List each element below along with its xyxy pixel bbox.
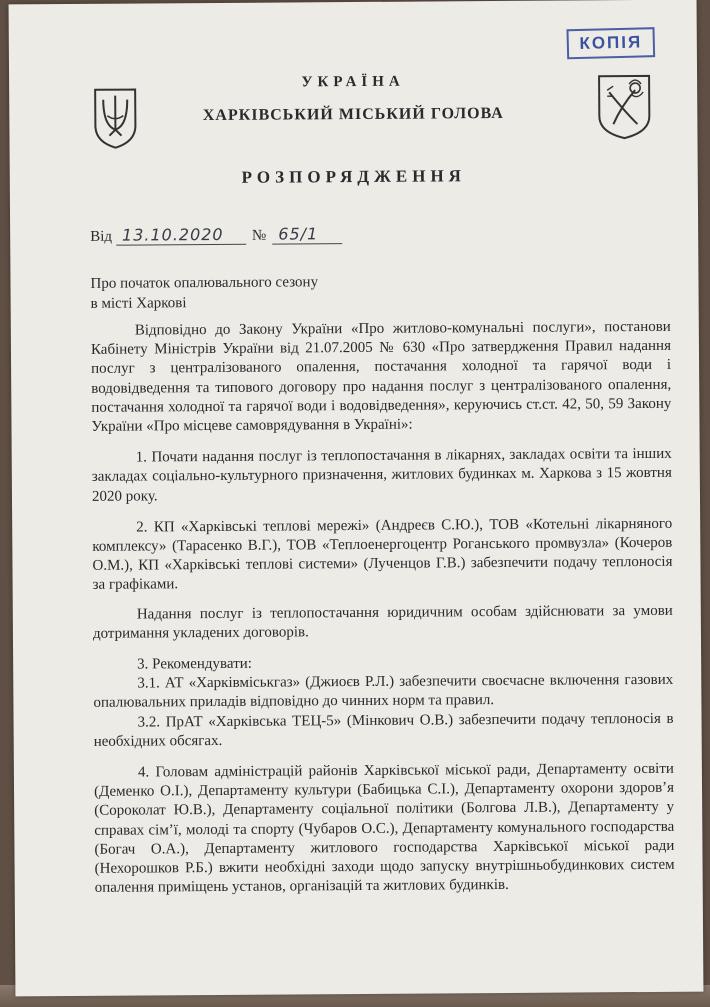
document-type-heading: РОЗПОРЯДЖЕННЯ: [241, 166, 466, 187]
copy-stamp: КОПІЯ: [566, 27, 655, 59]
subject-line: Про початок опалювального сезону: [90, 274, 319, 292]
document-subject: [90, 272, 318, 314]
clause-3-2: 3.2. ПрАТ «Харківська ТЕЦ-5» (Мінкович О.В.) забезпечити подачу теплоносія в необхідних обсягах.: [93, 710, 674, 750]
date-number-line: [90, 224, 342, 246]
document-page: [9, 0, 704, 996]
clause-3: 3. Рекомендувати:: [137, 655, 252, 673]
clause-1: 1. Почати надання послуг із теплопостачання в лікарнях, закладах освіти та інших закладах соціально-культурного призначення, житлових будинках м. Харкова з 15 жовтня 2020 року.: [91, 446, 672, 505]
country-heading: УКРАЇНА: [301, 73, 405, 91]
date-prefix: Від: [90, 228, 113, 245]
clause-4: 4. Головам адміністрацій районів Харківської міської ради, Департаменту освіти (Деменко О.І.), Департаменту культури (Бабицька С.І.), Департаменту охорони здоров’я (Сороколат Ю.В.), Департаменту соціальної політики (Болгова Л.В.), Департаменту у справах сім’ї, молоді та спорту (Чубаров О.С.), Департаменту комунального господарства (Богач О.А.), Департаменту житлового господарства Харківської міської ради (Нехорошков Р.Б.) вжити необхідні заходи щодо запуску внутрішньобудинкових систем опалення приміщень установ, організацій та житлових будинків.: [93, 760, 675, 897]
document-body: [91, 318, 675, 899]
handwritten-number: 65/1: [272, 224, 342, 244]
handwritten-date: 13.10.2020: [116, 225, 246, 246]
number-prefix: №: [251, 227, 267, 244]
clause-2-note: Надання послуг із теплопостачання юридичним особам здійснювати за умови дотримання укладених договорів.: [92, 602, 673, 642]
preamble-paragraph: Відповідно до Закону України «Про житлово-комунальні послуги», постанови Кабінету Міністрів України від 21.07.2005 № 630 «Про затвердження Правил надання послуг з централізованого опалення, постачання холодної та гарячої води і водовідведення та типового договору про надання послуг з централізованого опалення, постачання холодної та гарячої води і водовідведення», керуючись ст.ст. 42, 50, 59 Закону України «Про місцеве самоврядування в Україні»:: [90, 318, 672, 435]
clause-3-1: 3.1. АТ «Харківміськгаз» (Джиоєв Р.Л.) забезпечити своєчасне включення газових опалювальних приладів відповідно до чинних норм та правил.: [93, 672, 674, 712]
subject-line: в місті Харкові: [90, 295, 187, 312]
authority-heading: ХАРКІВСЬКИЙ МІСЬКИЙ ГОЛОВА: [202, 104, 504, 125]
clause-2: 2. КП «Харківські теплові мережі» (Андреєв С.Ю.), ТОВ «Котельні лікарняного комплексу» (Тарасенко В.Г.), ТОВ «Теплоенергоцентр Роганського промвузла» (Кочеров О.М.), КП «Харківські теплові системи» (Лученцов Г.В.) забезпечити подачу теплоносія за графіками.: [92, 515, 673, 594]
